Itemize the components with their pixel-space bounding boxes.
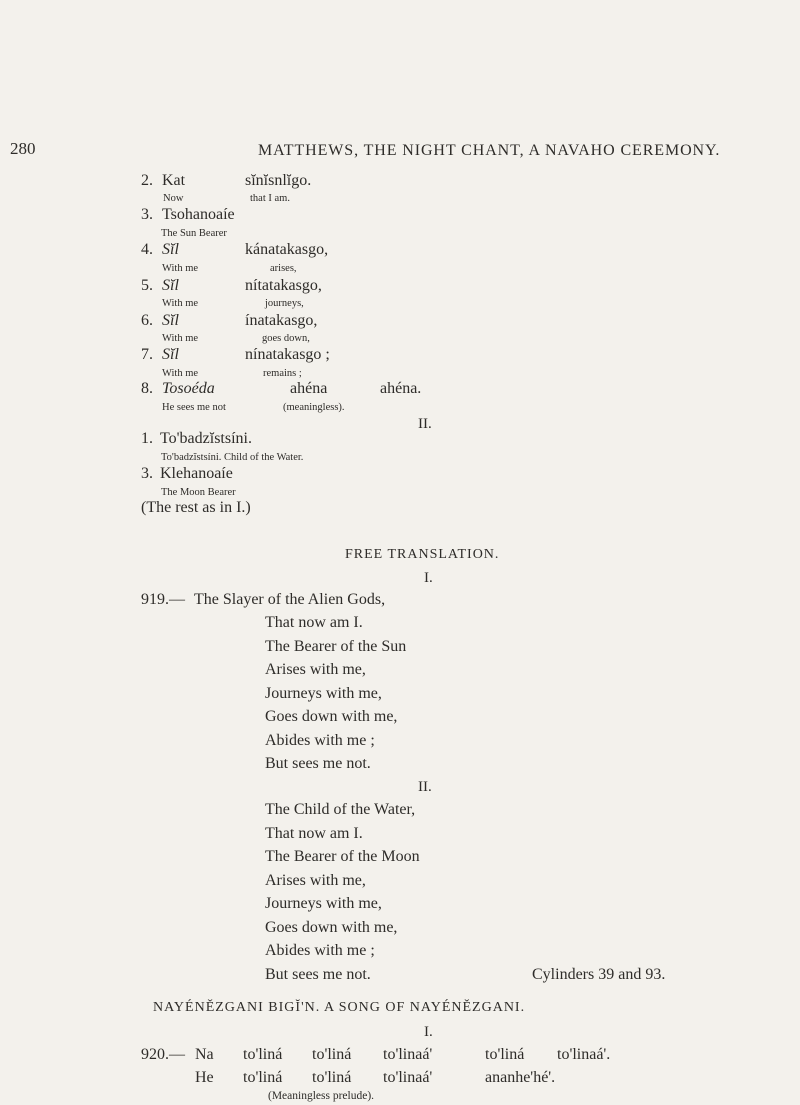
gloss: With me <box>162 298 199 309</box>
song-heading: NAYÉNĚZGANI BIGĬ'N. A SONG OF NAYÉNĚZGANI. <box>153 1000 526 1015</box>
verse-line: Arises with me, <box>265 661 366 678</box>
song-word: Na <box>195 1046 214 1063</box>
rest-note: (The rest as in I.) <box>141 499 251 516</box>
native-word: Kat <box>162 172 186 189</box>
gloss: that I am. <box>250 193 290 204</box>
verse-line: Journeys with me, <box>265 685 382 702</box>
gloss: journeys, <box>265 298 304 309</box>
running-header: MATTHEWS, THE NIGHT CHANT, A NAVAHO CEREMONY. <box>258 142 721 159</box>
native-word: Tosoéda <box>162 380 215 397</box>
native-word: ahéna <box>290 380 328 397</box>
gloss: With me <box>162 368 199 379</box>
cylinders-reference: Cylinders 39 and 93. <box>532 966 666 983</box>
gloss: arises, <box>270 263 297 274</box>
song-word: to'liná <box>243 1069 283 1086</box>
section-numeral: II. <box>418 416 432 432</box>
gloss: The Moon Bearer <box>161 487 236 498</box>
free-translation-heading: FREE TRANSLATION. <box>345 547 500 562</box>
native-word: sĭnĭsnlĭgo. <box>245 172 312 189</box>
gloss: He sees me not <box>162 402 226 413</box>
verse-number: 920.— <box>141 1046 185 1063</box>
section-numeral: I. <box>424 570 433 586</box>
song-word: to'liná <box>312 1069 352 1086</box>
gloss: The Sun Bearer <box>161 228 227 239</box>
verse-line: Journeys with me, <box>265 895 382 912</box>
verse-line: But sees me not. <box>265 966 371 983</box>
line-number: 3. <box>141 206 153 223</box>
line-number: 5. <box>141 277 153 294</box>
song-word: ananhe'hé'. <box>485 1069 556 1086</box>
verse-line: Goes down with me, <box>265 919 398 936</box>
native-word: To'badzĭstsíni. <box>160 430 252 447</box>
gloss: (meaningless). <box>283 402 345 413</box>
line-number: 8. <box>141 380 153 397</box>
song-word: to'linaá' <box>383 1069 433 1086</box>
song-word: to'liná <box>243 1046 283 1063</box>
gloss: To'badzĭstsíni. Child of the Water. <box>161 452 304 463</box>
line-number: 1. <box>141 430 153 447</box>
native-word: Sĭl <box>162 241 179 258</box>
native-word: nítatakasgo, <box>245 277 322 294</box>
page-number: 280 <box>10 139 36 158</box>
verse-line: But sees me not. <box>265 755 371 772</box>
song-word: He <box>195 1069 214 1086</box>
native-word: Sĭl <box>162 277 179 294</box>
song-note: (Meaningless prelude). <box>268 1090 375 1102</box>
song-word: to'liná <box>312 1046 352 1063</box>
native-word: Tsohanoaíe <box>162 206 235 223</box>
native-word: kánatakasgo, <box>245 241 329 258</box>
gloss: Now <box>163 193 184 204</box>
native-word: Sĭl <box>162 312 179 329</box>
song-word: to'linaá'. <box>557 1046 611 1063</box>
verse-line: Abides with me ; <box>265 942 375 959</box>
line-number: 6. <box>141 312 153 329</box>
section-numeral: II. <box>418 779 432 795</box>
verse-number: 919.— <box>141 591 185 608</box>
verse-line: The Bearer of the Sun <box>265 638 407 655</box>
line-number: 2. <box>141 172 153 189</box>
verse-line: The Slayer of the Alien Gods, <box>194 591 386 608</box>
line-number: 3. <box>141 465 153 482</box>
verse-line: The Bearer of the Moon <box>265 848 420 865</box>
verse-line: That now am I. <box>265 825 363 842</box>
verse-line: Abides with me ; <box>265 732 375 749</box>
gloss: With me <box>162 333 199 344</box>
song-word: to'linaá' <box>383 1046 433 1063</box>
gloss: goes down, <box>262 333 310 344</box>
section-numeral: I. <box>424 1024 433 1040</box>
verse-line: That now am I. <box>265 614 363 631</box>
song-word: to'liná <box>485 1046 525 1063</box>
line-number: 7. <box>141 346 153 363</box>
native-word: ahéna. <box>380 380 422 397</box>
native-word: Klehanoaíe <box>160 465 233 482</box>
gloss: remains ; <box>263 368 302 379</box>
verse-line: Arises with me, <box>265 872 366 889</box>
verse-line: The Child of the Water, <box>265 801 416 818</box>
verse-line: Goes down with me, <box>265 708 398 725</box>
native-word: ínatakasgo, <box>245 312 318 329</box>
gloss: With me <box>162 263 199 274</box>
line-number: 4. <box>141 241 153 258</box>
native-word: nínatakasgo ; <box>245 346 330 363</box>
native-word: Sĭl <box>162 346 179 363</box>
